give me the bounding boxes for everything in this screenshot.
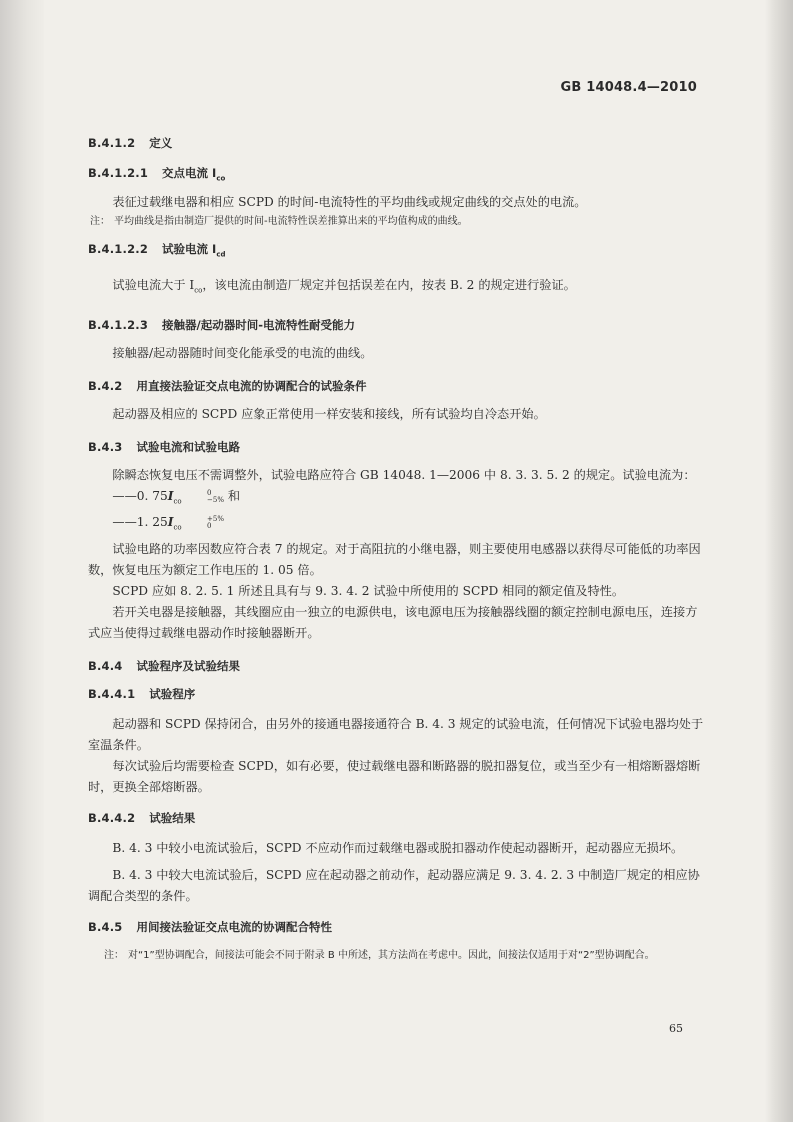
section-title: 定义 xyxy=(149,136,173,150)
heading-b45 xyxy=(88,919,708,935)
section-number: B.4.1.2.1 xyxy=(88,166,149,180)
section-number: B.4.4.2 xyxy=(88,810,136,825)
paragraph-scpd-ratings: SCPD 应如 8. 2. 5. 1 所述且具有与 9. 3. 4. 2 试验中所使用的 SCPD 相同的额定值及特性。 xyxy=(112,583,625,598)
section-number: B.4.1.2 xyxy=(88,136,136,150)
section-number: B.4.1.2.2 xyxy=(88,242,149,257)
heading-b412 xyxy=(88,135,708,151)
section-number: B.4.1.2.3 xyxy=(88,318,149,333)
formula-line-1: ——0. $75I_{co}$ 0 −5% 和 xyxy=(112,488,241,506)
section-title: 接触器/起动器时间-电流特性耐受能力 xyxy=(162,318,356,333)
heading-b4121 xyxy=(88,165,708,182)
section-title: 用直接法验证交点电流的协调配合的试验条件 xyxy=(136,379,367,394)
document-body xyxy=(88,135,708,965)
standard-code: GB 14048.4—2010 xyxy=(560,80,697,95)
section-number: B.4.4.1 xyxy=(88,686,136,701)
page-edge-right xyxy=(765,0,793,1122)
paragraph-contactor-coil: 若开关电器是接触器，其线圈应由一独立的电源供电，该电源电压为接触器线圈的额定控制电源电压，连接方式应当使得过载继电器动作时接触器断开。 xyxy=(88,604,698,640)
paragraph-crossover-definition: 表征过载继电器和相应 SCPD 的时间-电流特性的平均曲线或规定曲线的交点处的电流。 xyxy=(112,195,587,210)
paragraph-test-current: 试验电流大于 $I_{co}$，该电流由制造厂规定并包括误差在内，按表 B. 2 的规定进行验证。 xyxy=(112,277,576,295)
section-title: 试验电流 $I_{cd}$ xyxy=(162,242,226,259)
formula-line-2: ——1. $25I_{co}$ +5% 0 xyxy=(112,514,224,532)
paragraph-power-factor: 试验电路的功率因数应符合表 7 的规定。对于高阻抗的小继电器，则主要使用电感器以获得尽可能低的功率因数，恢复电压为额定工作电压的 1. 05 倍。 xyxy=(88,541,701,577)
section-number: B.4.4 xyxy=(88,658,123,673)
paragraph-inspection: 每次试验后均需要检查 SCPD，如有必要，使过载继电器和断路器的脱扣器复位，或当至少有一相熔断器熔断时，更换全部熔断器。 xyxy=(88,758,701,794)
heading-b44 xyxy=(88,658,708,674)
note-average-curve: 注： 平均曲线是指由制造厂提供的时间-电流特性误差推算出来的平均值构成的曲线。 xyxy=(90,216,468,228)
paragraph-result-large: B. 4. 3 中较大电流试验后，SCPD 应在起动器之前动作，起动器应满足 9. 3. 4. 2. 3 中制造厂规定的相应协调配合类型的条件。 xyxy=(88,867,700,903)
section-number: B.4.2 xyxy=(88,379,123,394)
heading-b4122 xyxy=(88,241,708,258)
note-indirect-method: 注： 对“1”型协调配合，间接法可能会不同于附录 B 中所述，其方法尚在考虑中。因此，间接法仅适用于对“2”型协调配合。 xyxy=(104,949,655,961)
section-number: B.4.3 xyxy=(88,440,123,455)
page-edge-left xyxy=(0,0,44,1122)
paragraph-test-procedure: 起动器和 SCPD 保持闭合，由另外的接通电器接通符合 B. 4. 3 规定的试验电流，任何情况下试验电器均处于室温条件。 xyxy=(88,716,704,752)
heading-b4123 xyxy=(88,317,708,333)
section-title: 试验程序及试验结果 xyxy=(136,658,241,673)
section-title: 用间接法验证交点电流的协调配合特性 xyxy=(136,919,333,934)
paragraph-test-circuit: 除瞬态恢复电压不需调整外，试验电路应符合 GB 14048. 1—2006 中 8. 3. 3. 5. 2 的规定。试验电流为： xyxy=(112,468,696,483)
heading-b43 xyxy=(88,439,708,455)
paragraph-install: 起动器及相应的 SCPD 应象正常使用一样安装和接线，所有试验均自冷态开始。 xyxy=(112,407,546,422)
heading-b441 xyxy=(88,686,708,702)
paragraph-withstand-curve: 接触器/起动器随时间变化能承受的电流的曲线。 xyxy=(112,346,373,361)
section-number: B.4.5 xyxy=(88,919,123,934)
section-title: 试验电流和试验电路 xyxy=(136,440,241,455)
heading-b42 xyxy=(88,378,708,394)
section-title: 试验结果 xyxy=(149,810,196,825)
paragraph-result-small: B. 4. 3 中较小电流试验后，SCPD 不应动作而过载继电器或脱扣器动作使起动器断开，起动器应无损坏。 xyxy=(112,840,684,855)
heading-b442 xyxy=(88,810,708,826)
page-number: 65 xyxy=(669,1022,683,1035)
section-title: 交点电流 $I_{co}$ xyxy=(162,166,226,183)
section-title: 试验程序 xyxy=(149,686,196,701)
